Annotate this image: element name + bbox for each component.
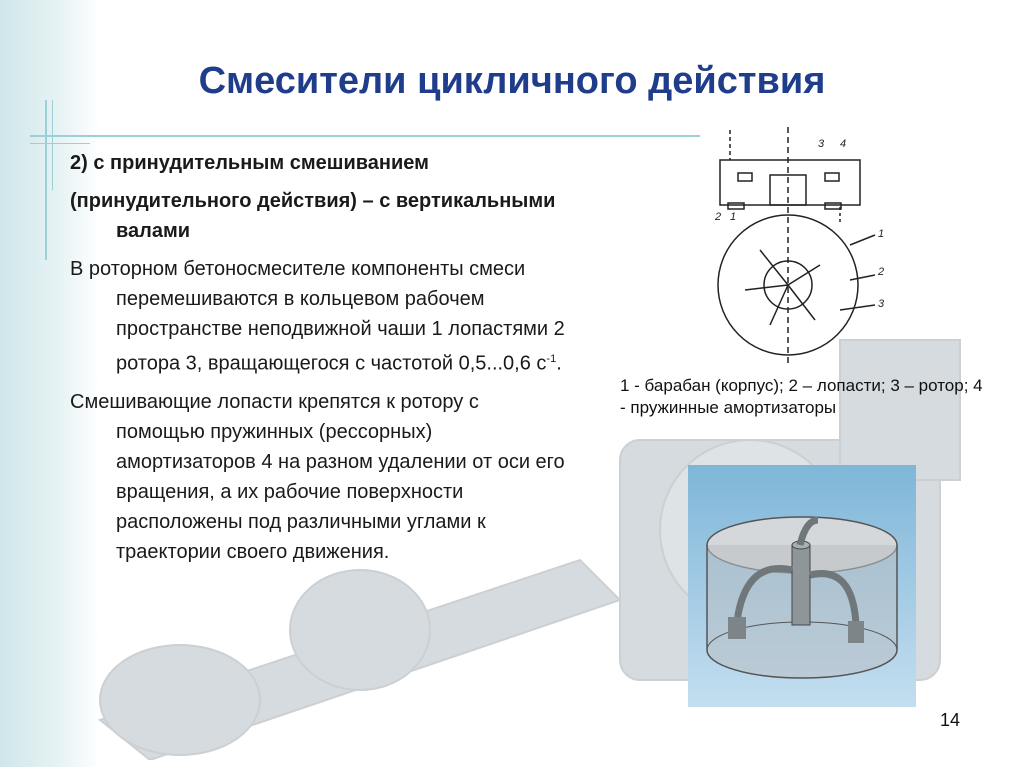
diagram-label-4: 4 [840,138,847,150]
mixer-3d-render [688,465,916,707]
decor-hline [30,135,700,137]
heading-line-1: 2) с принудительным смешиванием [70,152,429,174]
figure-caption: 1 - барабан (корпус); 2 – лопасти; 3 – ротор; 4 - пружинные амортизаторы [620,376,983,417]
mixer-schematic-diagram [700,125,900,365]
mixer-3d-illustration [688,465,916,707]
slide-title: Смесители цикличного действия [198,60,826,102]
diagram-label-2b: 2 [878,266,885,278]
paragraph-1-superscript: -1 [546,353,557,365]
diagram-label-3b: 3 [878,298,885,310]
paragraph-1-text: В роторном бетоносмесителе компоненты смеси перемешиваются в кольцевом рабочем пространстве неподвижной чаши 1 лопастями 2 ротора 3, вращающегося с частотой 0,5...0,6 с [70,258,565,375]
decor-vline [45,100,47,260]
paragraph-1 [70,254,570,379]
body-text [70,148,570,575]
paragraph-2: Смешивающие лопасти крепятся к ротору с помощью пружинных (рессорных) амортизаторов 4 на разном удалении от оси его вращения, а их рабочие поверхности расположены под различными углами к траектории своего движения. [70,390,565,563]
diagram-label-1: 1 [730,211,737,223]
heading-line-2: (принудительного действия) – с вертикальными валами [70,190,556,242]
page-number: 14 [940,710,961,730]
decor-hline [30,143,90,144]
diagram-label-2: 2 [715,211,722,223]
decor-vline [52,100,53,190]
diagram-label-1b: 1 [878,228,885,240]
diagram-label-3: 3 [818,138,825,150]
paragraph-1-end: . [556,352,562,375]
